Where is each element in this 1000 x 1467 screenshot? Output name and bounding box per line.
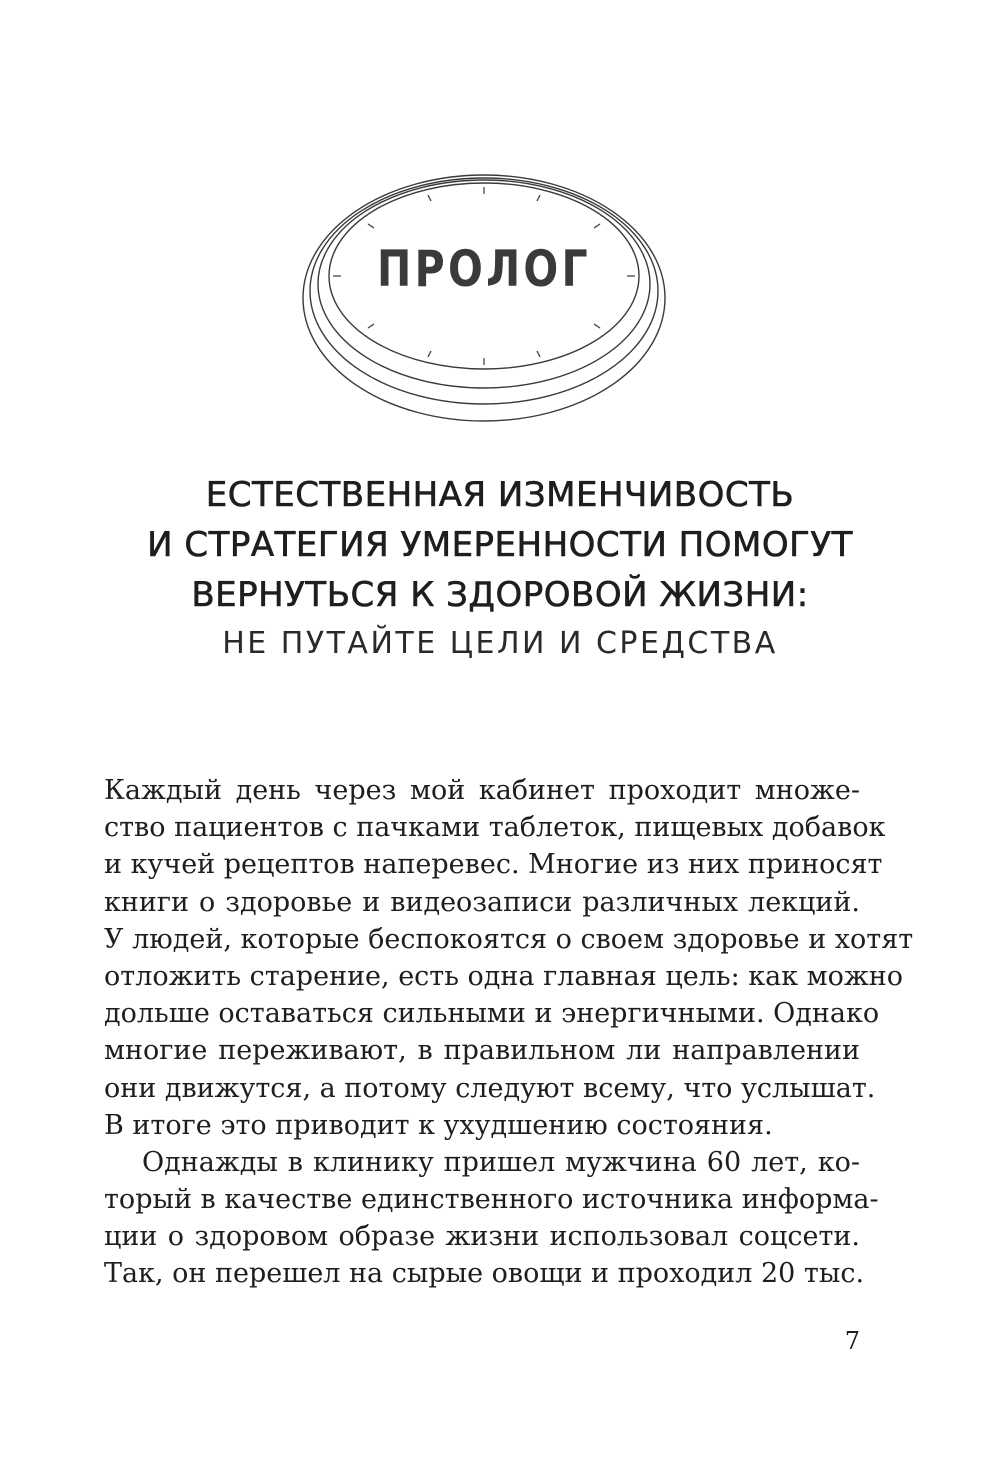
body-line: Так, он перешел на сырые овощи и проходил 20 тыс. (104, 1258, 865, 1290)
heading-line: ВЕРНУТЬСЯ К ЗДОРОВОЙ ЖИЗНИ: (191, 575, 809, 615)
body-line: многие переживают, в правильном ли направлении (104, 1035, 860, 1067)
body-line: дольше оставаться сильными и энергичными. Однако (104, 998, 880, 1030)
body-line: книги о здоровье и видеозаписи различных лекций. (104, 886, 860, 918)
body-line: торый в качестве единственного источника информа- (104, 1184, 879, 1216)
body-line: Однажды в клинику пришел мужчина 60 лет, ко- (142, 1146, 860, 1178)
body-line: Каждый день через мой кабинет проходит множе- (104, 775, 860, 806)
body-line: отложить старение, есть одна главная цель: как можно (104, 960, 904, 992)
chapter-label: ПРОЛОГ (377, 240, 591, 298)
body-line: и кучей рецептов наперевес. Многие из них приносят (104, 849, 883, 881)
body-line: ство пациентов с пачками таблеток, пищевых добавок (104, 812, 886, 844)
heading-line: ЕСТЕСТВЕННАЯ ИЗМЕНЧИВОСТЬ (205, 475, 795, 515)
body-line: У людей, которые беспокоятся о своем здоровье и хотят (104, 923, 914, 955)
body-line: В итоге это приводит к ухудшению состояния. (104, 1109, 773, 1141)
body-text (104, 772, 914, 1293)
body-line: они движутся, а потому следуют всему, что услышат. (104, 1072, 876, 1104)
page-number: 7 (844, 1327, 860, 1355)
heading-subtitle: НЕ ПУТАЙТЕ ЦЕЛИ И СРЕДСТВА (222, 626, 778, 661)
heading-line: И СТРАТЕГИЯ УМЕРЕННОСТИ ПОМОГУТ (147, 525, 853, 565)
body-line: ции о здоровом образе жизни использовал соцсети. (104, 1221, 860, 1253)
chapter-heading (80, 470, 920, 668)
